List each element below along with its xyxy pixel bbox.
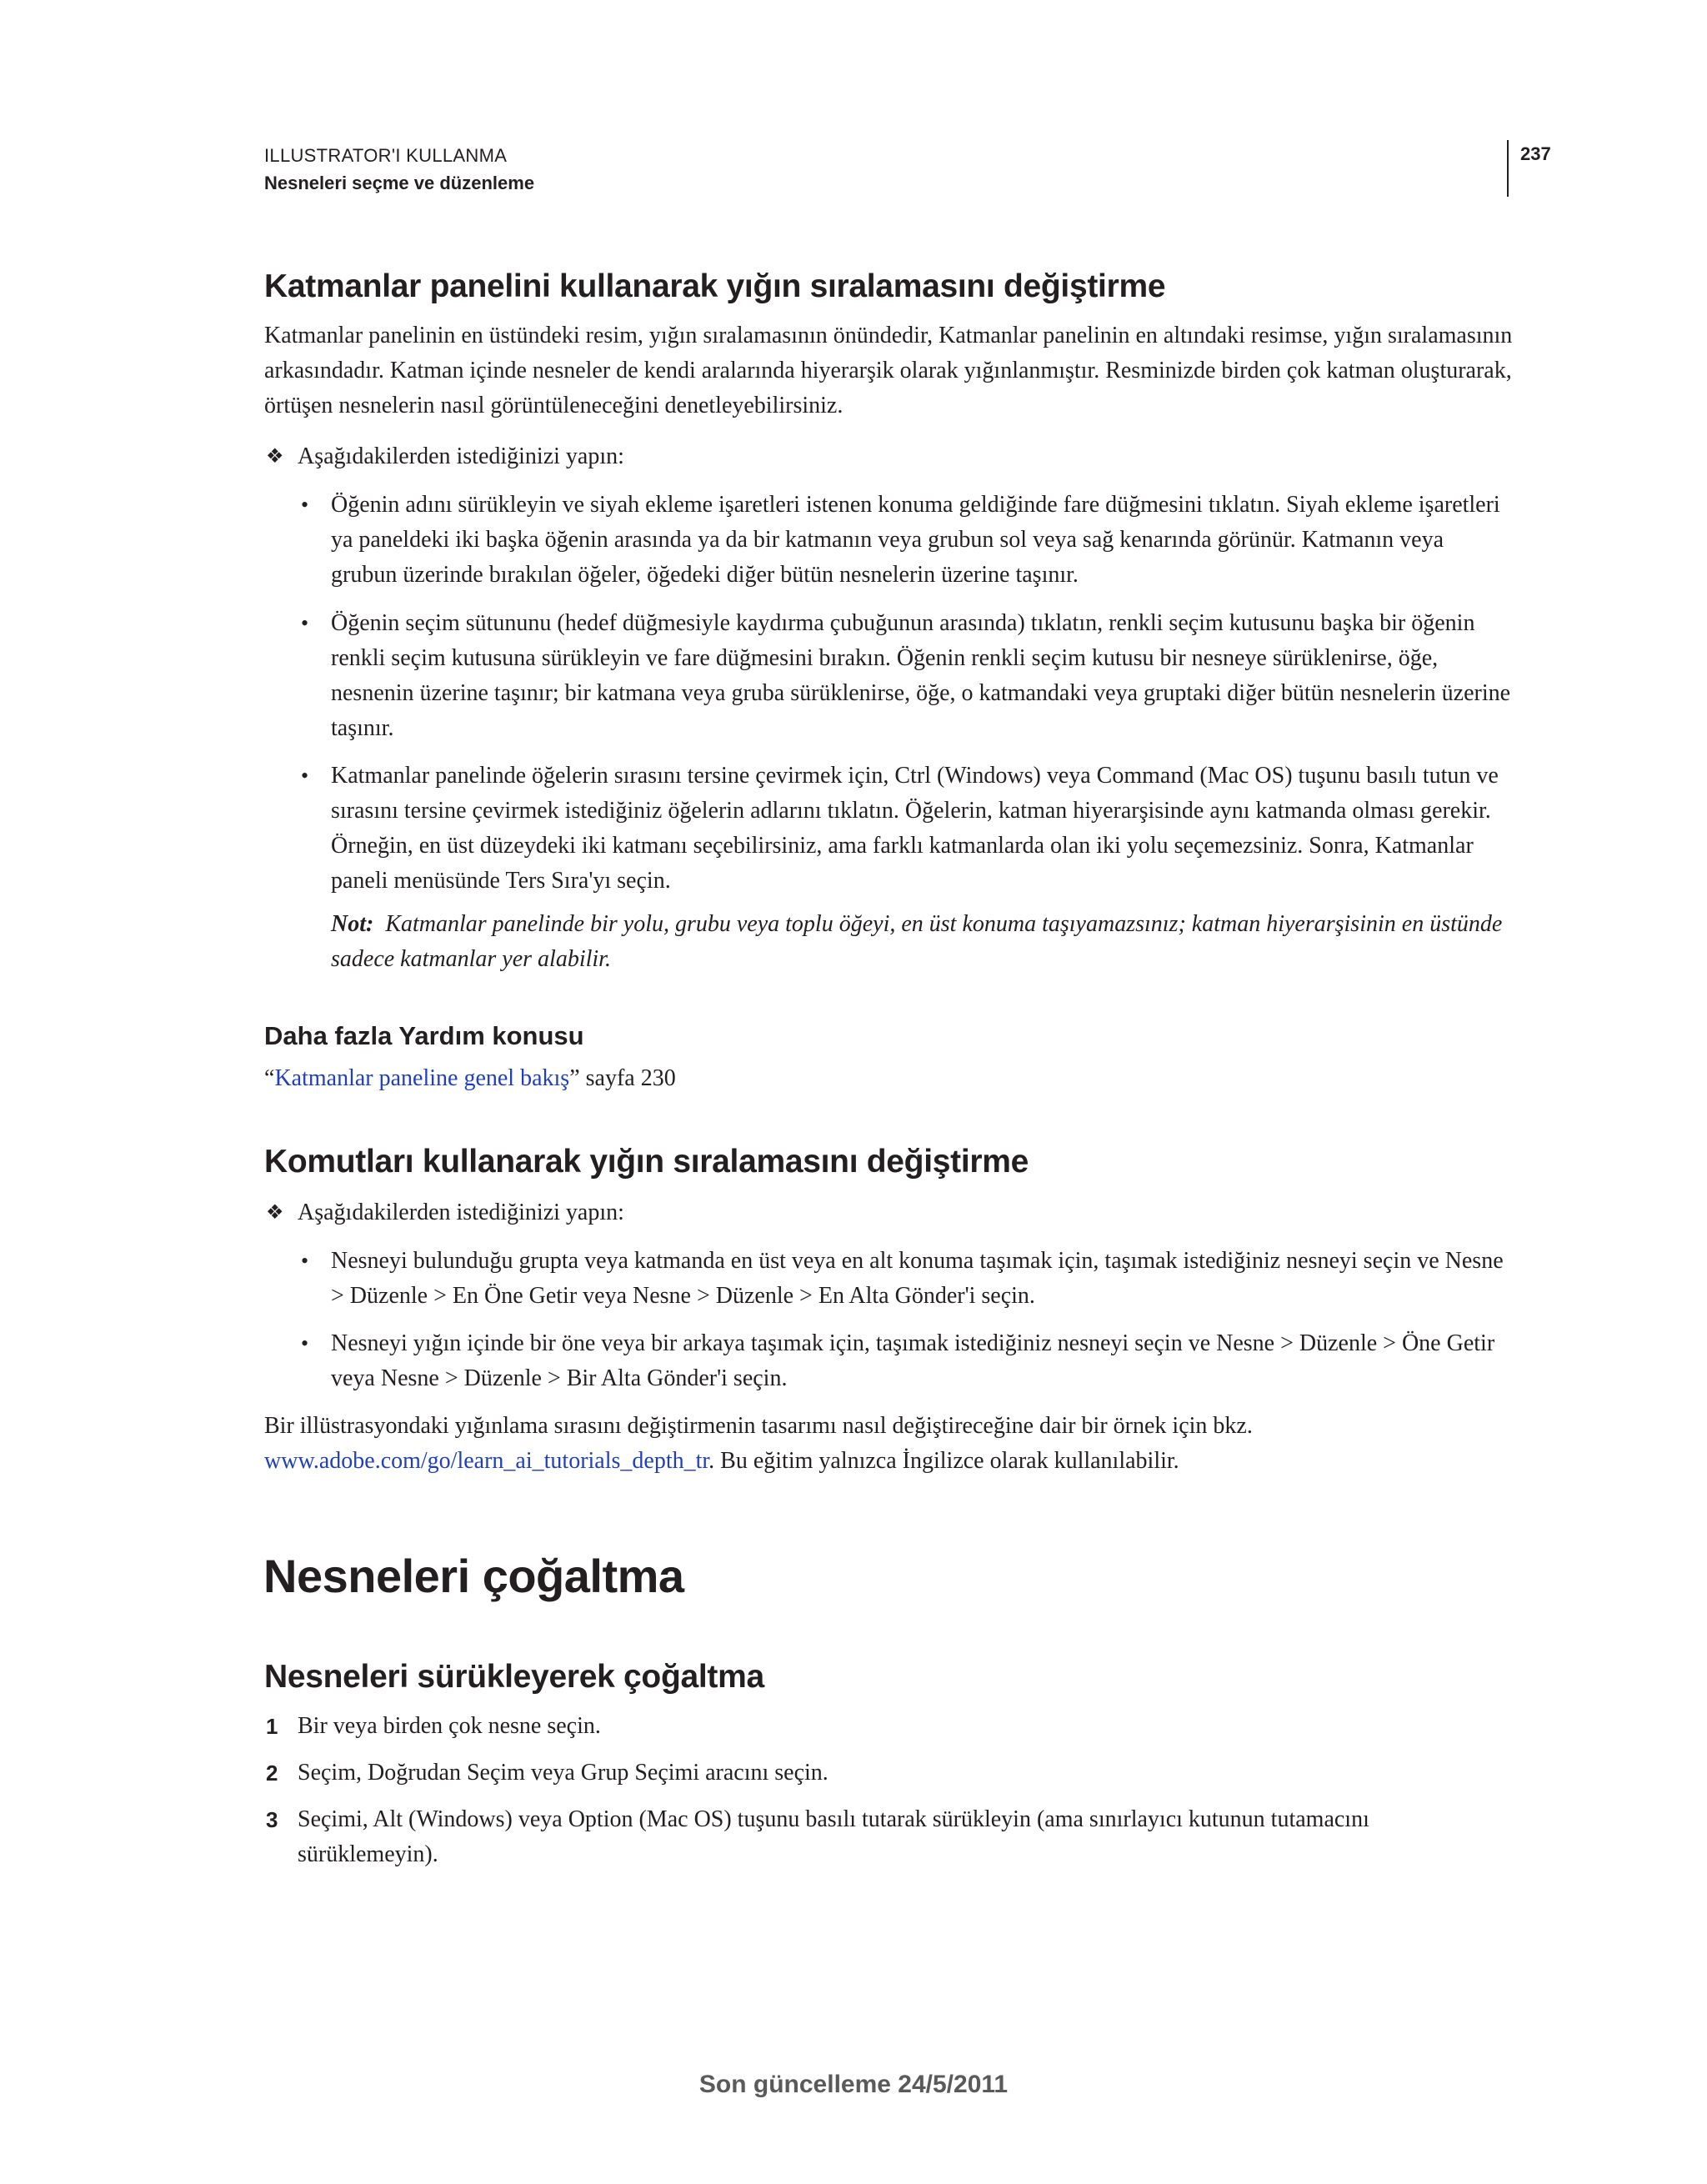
related-help-heading: Daha fazla Yardım konusu: [264, 1021, 584, 1050]
step-diamond-icon: ❖: [266, 446, 284, 468]
section-heading-duplicate-drag: Nesneleri sürükleyerek çoğaltma: [264, 1659, 764, 1695]
bullet-icon: •: [301, 1331, 309, 1355]
step-diamond-icon: ❖: [266, 1202, 284, 1224]
note-text: Katmanlar panelinde bir yolu, grubu veya toplu öğeyi, en üst konuma taşıyamazsınız; katman hiyerarşisinin en üstünde sadece katmanlar yer alabilir.: [331, 911, 1503, 972]
list-item: Nesneyi yığın içinde bir öne veya bir arkaya taşımak için, taşımak istediğiniz nesneyi seçin ve Nesne > Düzenle > Öne Getir veya Nesne > Düzenle > Bir Alta Gönder'i seçin.: [331, 1330, 1495, 1391]
list-item: Öğenin seçim sütununu (hedef düğmesiyle kaydırma çubuğunun arasında) tıklatın, renkli seçim kutusunu başka bir öğenin renkli seçim kutusuna sürükleyin ve fare düğmesini bırakın. Öğenin renkli seçim kutusu bir nesneye sürüklenirse, öğe, nesnenin üzerine taşınır; bir katmana veya gruba sürüklenirse, öğe, o katmandaki veya gruptaki diğer bütün nesnelerin üzerine taşınır.: [331, 610, 1511, 741]
step-number: 1: [266, 1714, 278, 1739]
bullet-icon: •: [301, 1249, 309, 1273]
tutorial-text-end: . Bu eğitim yalnızca İngilizce olarak kullanılabilir.: [708, 1448, 1179, 1474]
tutorial-paragraph: [264, 1409, 1514, 1479]
running-header-chapter: Nesneleri seçme ve düzenleme: [264, 173, 535, 193]
related-help-reference: [264, 1061, 676, 1096]
step-instruction: Aşağıdakilerden istediğinizi yapın:: [298, 443, 624, 469]
open-quote: “: [264, 1065, 275, 1091]
step-instruction: Aşağıdakilerden istediğinizi yapın:: [298, 1200, 624, 1225]
bullet-icon: •: [301, 493, 309, 517]
last-updated-footer: Son güncelleme 24/5/2011: [698, 2071, 1009, 2098]
note-label: Not:: [331, 911, 374, 937]
bullet-icon: •: [301, 764, 309, 788]
list-item: Katmanlar panelinde öğelerin sırasını tersine çevirmek için, Ctrl (Windows) veya Command (Mac OS) tuşunu basılı tutun ve sırasını tersine çevirmek istediğiniz öğelerin adlarını tıklatın. Öğelerin, katman hiyerarşisinde aynı katmanda olması gerekir. Örneğin, en üst düzeydeki iki katmanı seçebilirsiniz, ama farklı katmanlarda olan iki yolu seçemezsiniz. Sonra, Katmanlar paneli menüsünde Ters Sıra'yı seçin.: [331, 763, 1499, 894]
bullet-icon: •: [301, 611, 309, 635]
section-intro-paragraph: Katmanlar panelinin en üstündeki resim, yığın sıralamasının önündedir, Katmanlar panelinin en altındaki resimse, yığın sıralamasının arkasındadır. Katman içinde nesneler de kendi aralarında hiyerarşik olarak yığınlanmıştır. Resminizde birden çok katman oluşturarak, örtüşen nesnelerin nasıl görüntüleneceğini denetleyebilirsiniz.: [264, 323, 1513, 418]
note-paragraph: [331, 907, 1514, 977]
tutorial-link[interactable]: www.adobe.com/go/learn_ai_tutorials_depth_tr: [264, 1448, 709, 1474]
step-text: Seçim, Doğrudan Seçim veya Grup Seçimi aracını seçin.: [298, 1760, 828, 1786]
step-text: Seçimi, Alt (Windows) veya Option (Mac OS) tuşunu basılı tutarak sürükleyin (ama sınırlayıcı kutunun tutamacını sürüklemeyin).: [298, 1806, 1369, 1867]
section-heading-layers-stacking: Katmanlar panelini kullanarak yığın sıralamasını değiştirme: [264, 268, 1166, 304]
page-reference: ” sayfa 230: [569, 1065, 676, 1091]
page-number: 237: [1520, 143, 1551, 164]
list-item: Öğenin adını sürükleyin ve siyah ekleme işaretleri istenen konuma geldiğinde fare düğmesini tıklatın. Siyah ekleme işaretleri ya paneldeki iki başka öğenin arasında ya da bir katmanın veya grubun sol veya sağ kenarında görünür. Katmanın veya grubun üzerinde bırakılan öğeler, öğedeki diğer bütün nesnelerin üzerine taşınır.: [331, 492, 1500, 588]
header-divider: [1507, 140, 1509, 197]
step-text: Bir veya birden çok nesne seçin.: [298, 1713, 601, 1739]
section-heading-commands-stacking: Komutları kullanarak yığın sıralamasını değiştirme: [264, 1144, 1029, 1180]
chapter-heading: Nesneleri çoğaltma: [263, 1550, 684, 1602]
step-number: 3: [266, 1807, 278, 1832]
running-header-book-title: ILLUSTRATOR'I KULLANMA: [264, 145, 508, 166]
tutorial-text: Bir illüstrasyondaki yığınlama sırasını değiştirmenin tasarımı nasıl değiştireceğine dair bir örnek için bkz.: [264, 1413, 1253, 1439]
step-number: 2: [266, 1761, 278, 1786]
list-item: Nesneyi bulunduğu grupta veya katmanda en üst veya en alt konuma taşımak için, taşımak istediğiniz nesneyi seçin ve Nesne > Düzenle > En Öne Getir veya Nesne > Düzenle > En Alta Gönder'i seçin.: [331, 1248, 1504, 1309]
help-link[interactable]: Katmanlar paneline genel bakış: [274, 1065, 570, 1091]
